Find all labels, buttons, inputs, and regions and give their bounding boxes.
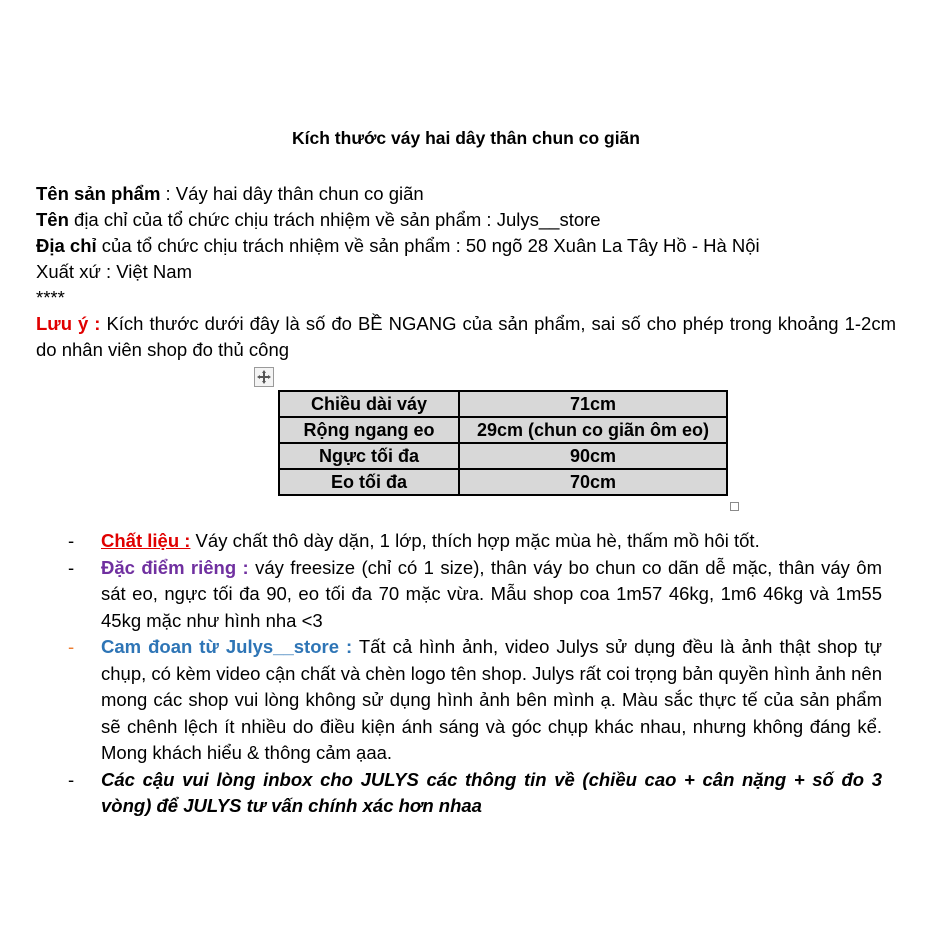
org-name-line xyxy=(36,207,896,233)
bullet-dash: - xyxy=(68,530,75,551)
commitment-label: Cam đoan từ Julys__store : xyxy=(101,636,353,657)
material-label: Chất liệu : xyxy=(101,530,191,551)
size-value-cell: 90cm xyxy=(459,443,727,469)
page-title: Kích thước váy hai dây thân chun co giãn xyxy=(292,128,640,148)
size-label-cell: Rộng ngang eo xyxy=(279,417,459,443)
feature-text: váy freesize (chỉ có 1 size), thân váy bo chun co dãn dễ mặc, thân váy ôm sát eo, ngực tối đa 90, eo tối đa 70 mặc vừa. Mẫu shop coa 1m57 46kg, 1m6 46kg và 1m55 45kg mặc như hình nha <3 xyxy=(101,556,882,631)
table-resize-handle[interactable] xyxy=(730,502,739,511)
size-table xyxy=(278,390,728,496)
note-text: Kích thước dưới đây là số đo BỀ NGANG của sản phẩm, sai số cho phép trong khoảng 1-2cm do nhân viên shop đo thủ công xyxy=(36,313,896,360)
table-row xyxy=(279,391,727,417)
bullet-dash: - xyxy=(68,768,75,790)
org-name-label: Tên xyxy=(36,209,69,230)
origin-line: Xuất xứ : Việt Nam xyxy=(36,261,192,282)
product-name-line xyxy=(36,181,896,207)
table-row xyxy=(279,469,727,495)
address-value: của tổ chức chịu trách nhiệm về sản phẩm : 50 ngõ 28 Xuân La Tây Hồ - Hà Nội xyxy=(96,235,760,256)
bullet-dash: - xyxy=(68,636,75,657)
size-label-cell: Ngực tối đa xyxy=(279,443,459,469)
separator-stars: **** xyxy=(36,287,65,308)
product-name-label: Tên sản phẩm xyxy=(36,183,161,204)
size-label-cell: Chiều dài váy xyxy=(279,391,459,417)
size-note xyxy=(36,311,896,363)
address-label: Địa chỉ xyxy=(36,235,97,256)
list-item xyxy=(64,634,882,767)
commitment-text: Tất cả hình ảnh, video Julys sử dụng đều là ảnh thật shop tự chụp, có kèm video cận chất và chèn logo tên shop. Julys rất coi trọng bản quyền hình ảnh nên mong các shop vui lòng không sử dụng hình ảnh bên mình ạ. Màu sắc thực tế của sản phẩm sẽ chênh lệch ít nhiều do điều kiện ánh sáng và góc chụp khác nhau, nhưng không đáng kể. Mong khách hiểu & thông cảm ạaa. xyxy=(101,636,882,763)
move-icon xyxy=(256,369,272,385)
table-row xyxy=(279,443,727,469)
address-line xyxy=(36,233,896,259)
feature-label: Đặc điểm riêng : xyxy=(101,556,249,578)
table-move-handle[interactable] xyxy=(254,367,274,387)
list-item xyxy=(64,767,882,820)
product-name-value: : Váy hai dây thân chun co giãn xyxy=(160,183,424,204)
note-label: Lưu ý : xyxy=(36,313,101,334)
org-name-value: địa chỉ của tổ chức chịu trách nhiệm về sản phẩm : Julys__store xyxy=(68,209,601,230)
size-value-cell: 29cm (chun co giãn ôm eo) xyxy=(459,417,727,443)
inbox-request-text: Các cậu vui lòng inbox cho JULYS các thông tin về (chiều cao + cân nặng + số đo 3 vòng) để JULYS tư vấn chính xác hơn nhaa xyxy=(101,768,882,816)
size-value-cell: 70cm xyxy=(459,469,727,495)
size-value-cell: 71cm xyxy=(459,391,727,417)
product-info xyxy=(36,181,896,363)
notes-list xyxy=(64,528,882,820)
size-label-cell: Eo tối đa xyxy=(279,469,459,495)
bullet-dash: - xyxy=(68,556,75,578)
list-item xyxy=(64,555,882,635)
list-item xyxy=(64,528,882,555)
table-row xyxy=(279,417,727,443)
material-text: Váy chất thô dày dặn, 1 lớp, thích hợp mặc mùa hè, thấm mồ hôi tốt. xyxy=(190,530,760,551)
